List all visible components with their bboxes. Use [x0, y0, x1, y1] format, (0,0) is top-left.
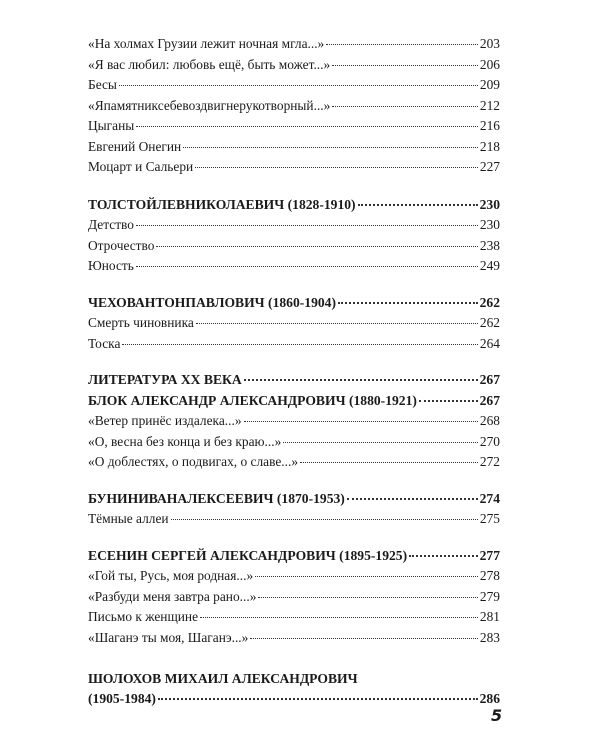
toc-entry-title: «На холмах Грузии лежит ночная мгла...»	[88, 36, 325, 51]
toc-entry	[88, 236, 500, 257]
section-gap	[88, 277, 500, 293]
toc-entry-title: Юность	[88, 258, 134, 273]
toc-entry	[88, 137, 500, 158]
toc-entry	[88, 566, 500, 587]
toc-author-heading	[88, 293, 500, 314]
author-page: 267	[479, 392, 500, 408]
dot-leader	[200, 617, 478, 618]
author-page: 274	[479, 490, 500, 506]
toc-entry-title: «Шаганэ ты моя, Шаганэ...»	[88, 629, 249, 645]
toc-entry-page: 281	[479, 609, 500, 624]
dot-leader	[250, 638, 478, 639]
section-gap	[88, 530, 500, 546]
toc-author-heading	[88, 689, 500, 710]
section-page: 267	[479, 372, 500, 387]
toc-entry	[88, 587, 500, 608]
toc-entry-page: 264	[479, 335, 500, 351]
toc-entry	[88, 334, 500, 355]
author-page: 286	[479, 691, 500, 706]
toc-entry-title: Моцарт и Сальери	[88, 159, 194, 174]
dot-leader	[195, 167, 478, 168]
toc-entry-page: 249	[479, 258, 500, 273]
section-gap	[88, 648, 500, 668]
toc-entry-page: 218	[479, 138, 500, 154]
toc-entry-title: «О доблестях, о подвигах, о славе...»	[88, 454, 299, 469]
toc-entry	[88, 509, 500, 530]
author-page: 230	[479, 196, 500, 212]
toc-author-heading	[88, 546, 500, 567]
toc-entry-page: 212	[479, 97, 500, 113]
toc-entry	[88, 34, 500, 55]
toc-entry	[88, 55, 500, 76]
table-of-contents	[88, 34, 500, 710]
dot-leader	[332, 106, 478, 107]
toc-entry-title: «Ветер принёс издалека...»	[88, 413, 242, 428]
toc-entry-title: «Япамятниксебевоздвигнерукотворный...»	[88, 97, 331, 113]
dot-leader	[122, 344, 478, 345]
toc-entry-title: Письмо к женщине	[88, 609, 199, 624]
toc-entry-title: Евгений Онегин	[88, 138, 182, 154]
dot-leader	[283, 442, 478, 443]
toc-entry-page: 275	[479, 511, 500, 526]
toc-entry	[88, 96, 500, 117]
section-gap	[88, 178, 500, 195]
toc-entry-page: 283	[479, 629, 500, 645]
dot-leader	[183, 147, 478, 148]
toc-entry-page: 272	[479, 454, 500, 469]
page-number: 5	[491, 706, 503, 725]
toc-entry-page: 230	[479, 217, 500, 232]
toc-entry-page: 216	[479, 118, 500, 133]
toc-entry	[88, 116, 500, 137]
toc-entry-page: 262	[479, 315, 500, 330]
toc-entry-title: «Я вас любил: любовь ещё, быть может...»	[88, 56, 331, 72]
toc-entry	[88, 628, 500, 649]
section-gap	[88, 473, 500, 489]
dot-leader	[255, 576, 478, 577]
dot-leader	[409, 555, 477, 557]
toc-entry-page: 203	[479, 36, 500, 51]
toc-entry-page: 206	[479, 56, 500, 72]
toc-entry-title: «Разбуди меня завтра рано...»	[88, 588, 257, 604]
dot-leader	[158, 698, 478, 700]
dot-leader	[338, 302, 478, 304]
dot-leader	[196, 323, 478, 324]
toc-entry	[88, 75, 500, 96]
section-gap	[88, 354, 500, 370]
toc-entry	[88, 157, 500, 178]
toc-entry-title: «О, весна без конца и без краю...»	[88, 433, 282, 449]
toc-entry-page: 270	[479, 433, 500, 449]
toc-entry-title: Смерть чиновника	[88, 315, 194, 330]
dot-leader	[136, 126, 478, 127]
toc-entry-title: Тёмные аллеи	[88, 511, 169, 526]
dot-leader	[244, 421, 478, 422]
dot-leader	[419, 400, 478, 402]
toc-entry	[88, 607, 500, 628]
dot-leader	[156, 246, 477, 247]
author-page: 277	[479, 547, 500, 563]
dot-leader	[136, 225, 478, 226]
toc-entry-page: 268	[479, 413, 500, 428]
toc-entry-title: Цыганы	[88, 118, 135, 133]
dot-leader	[332, 65, 478, 66]
author-title: БЛОК АЛЕКСАНДР АЛЕКСАНДРОВИЧ (1880-1921)	[88, 392, 417, 408]
toc-entry-page: 227	[479, 159, 500, 174]
dot-leader	[326, 44, 478, 45]
author-title-line2: (1905-1984)	[88, 691, 156, 706]
toc-entry-page: 278	[479, 568, 500, 583]
toc-entry-title: Тоска	[88, 335, 121, 351]
toc-entry-page: 238	[479, 237, 500, 253]
dot-leader	[358, 204, 478, 206]
author-title-line1: ШОЛОХОВ МИХАИЛ АЛЕКСАНДРОВИЧ	[88, 671, 358, 686]
author-title: ЧЕХОВАНТОНПАВЛОВИЧ (1860-1904)	[88, 294, 336, 310]
toc-entry-title: Бесы	[88, 77, 117, 92]
dot-leader	[119, 85, 478, 86]
dot-leader	[171, 519, 478, 520]
author-title: ЕСЕНИН СЕРГЕЙ АЛЕКСАНДРОВИЧ (1895-1925)	[88, 547, 408, 563]
dot-leader	[300, 462, 478, 463]
toc-author-heading	[88, 195, 500, 216]
author-page: 262	[479, 294, 500, 310]
toc-entry	[88, 313, 500, 334]
toc-entry	[88, 215, 500, 236]
author-title: ТОЛСТОЙЛЕВНИКОЛАЕВИЧ (1828-1910)	[88, 196, 356, 212]
dot-leader	[258, 597, 477, 598]
toc-entry	[88, 452, 500, 473]
dot-leader	[244, 379, 478, 381]
toc-entry-title: Отрочество	[88, 237, 155, 253]
toc-entry	[88, 411, 500, 432]
toc-entry-page: 279	[479, 588, 500, 604]
author-title: БУНИНИВАНАЛЕКСЕЕВИЧ (1870-1953)	[88, 490, 345, 506]
dot-leader	[136, 266, 478, 267]
toc-entry-title: «Гой ты, Русь, моя родная...»	[88, 568, 254, 583]
toc-entry-page: 209	[479, 77, 500, 92]
toc-author-heading	[88, 391, 500, 412]
toc-entry	[88, 256, 500, 277]
dot-leader	[347, 498, 478, 500]
toc-entry-title: Детство	[88, 217, 134, 232]
toc-entry	[88, 432, 500, 453]
toc-section-heading	[88, 370, 500, 391]
toc-author-heading	[88, 489, 500, 510]
section-title: ЛИТЕРАТУРА XX ВЕКА	[88, 372, 242, 387]
